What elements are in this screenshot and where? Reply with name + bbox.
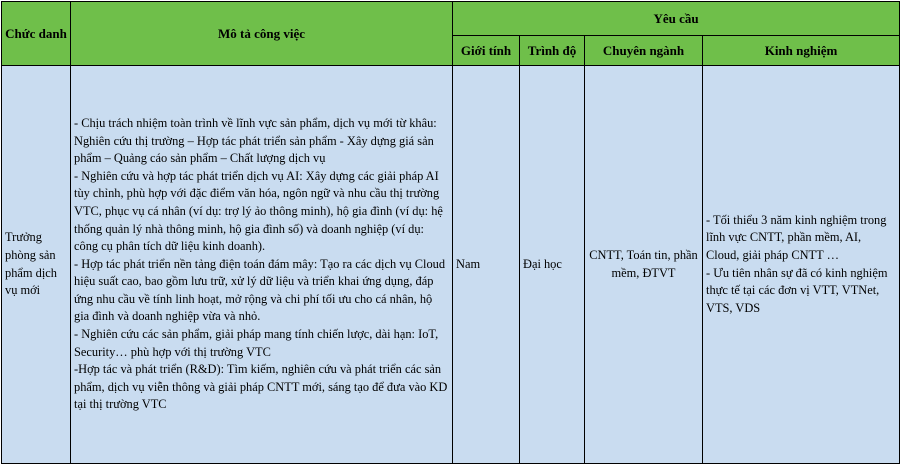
header-position[interactable]: Chức danh [2,2,71,66]
description-item: - Nghiên cứu và hợp tác phát triển dịch vụ AI: Xây dựng các giải pháp AI tùy chỉnh, phù hợp với đặc điểm văn hóa, ngôn ngữ và nhu cầu thị trường VTC, phục vụ cá nhân (ví dụ: trợ lý ảo thông minh), hộ gia đình (ví dụ: hệ thống quản lý nhà thông minh, hộ gia đình số) và doanh nghiệp (ví dụ: công cụ phân tích dữ liệu kinh doanh). [74,168,443,254]
description-item: - Chịu trách nhiệm toàn trình về lĩnh vực sản phẩm, dịch vụ mới từ khâu: Nghiên cứu thị trường – Hợp tác phát triển sản phẩm - Xây dựng giá sản phẩm – Quảng cáo sản phẩm – Chất lượng dịch vụ [74,115,437,166]
description-item: - Nghiên cứu các sản phẩm, giải pháp mang tính chiến lược, dài hạn: IoT, Security… phù hợp với thị trường VTC [74,327,439,359]
header-education[interactable]: Trình độ [520,36,585,66]
description-item: - Hợp tác phát triển nền tảng điện toán đám mây: Tạo ra các dịch vụ Cloud hiệu suất cao, bao gồm lưu trữ, xử lý dữ liệu và triển khai ứng dụng, đáp ứng nhu cầu về tính linh hoạt, mở rộng và chi phí tối ưu cho cá nhân, hộ gia đình và doanh nghiệp vừa và nhỏ. [74,256,446,324]
description-item: -Hợp tác và phát triển (R&D): Tìm kiếm, nghiên cứu và phát triển các sản phẩm, dịch vụ viễn thông và giải pháp CNTT mới, sáng tạo để đưa vào KD tại thị trường VTC [74,362,448,412]
table-row [2,66,900,464]
cell-description[interactable] [71,66,453,464]
experience-item: - Ưu tiên nhân sự đã có kinh nghiệm thực tế tại các đơn vị VTT, VTNet, VTS, VDS [706,265,888,315]
cell-education[interactable]: Đại học [520,66,585,464]
header-major[interactable]: Chuyên ngành [585,36,703,66]
header-description[interactable]: Mô tả công việc [71,2,453,66]
cell-gender[interactable]: Nam [453,66,520,464]
header-row-top [2,2,900,36]
cell-major[interactable]: CNTT, Toán tin, phần mềm, ĐTVT [585,66,703,464]
cell-position[interactable]: Trưởng phòng sản phẩm dịch vụ mới [2,66,71,464]
header-experience[interactable]: Kinh nghiệm [703,36,900,66]
cell-experience[interactable] [703,66,900,464]
header-requirements[interactable]: Yêu cầu [453,2,900,36]
job-requirements-table [1,1,900,464]
header-gender[interactable]: Giới tính [453,36,520,66]
experience-item: - Tối thiểu 3 năm kinh nghiệm trong lĩnh vực CNTT, phần mềm, AI, Cloud, giải pháp CNTT … [706,212,887,262]
